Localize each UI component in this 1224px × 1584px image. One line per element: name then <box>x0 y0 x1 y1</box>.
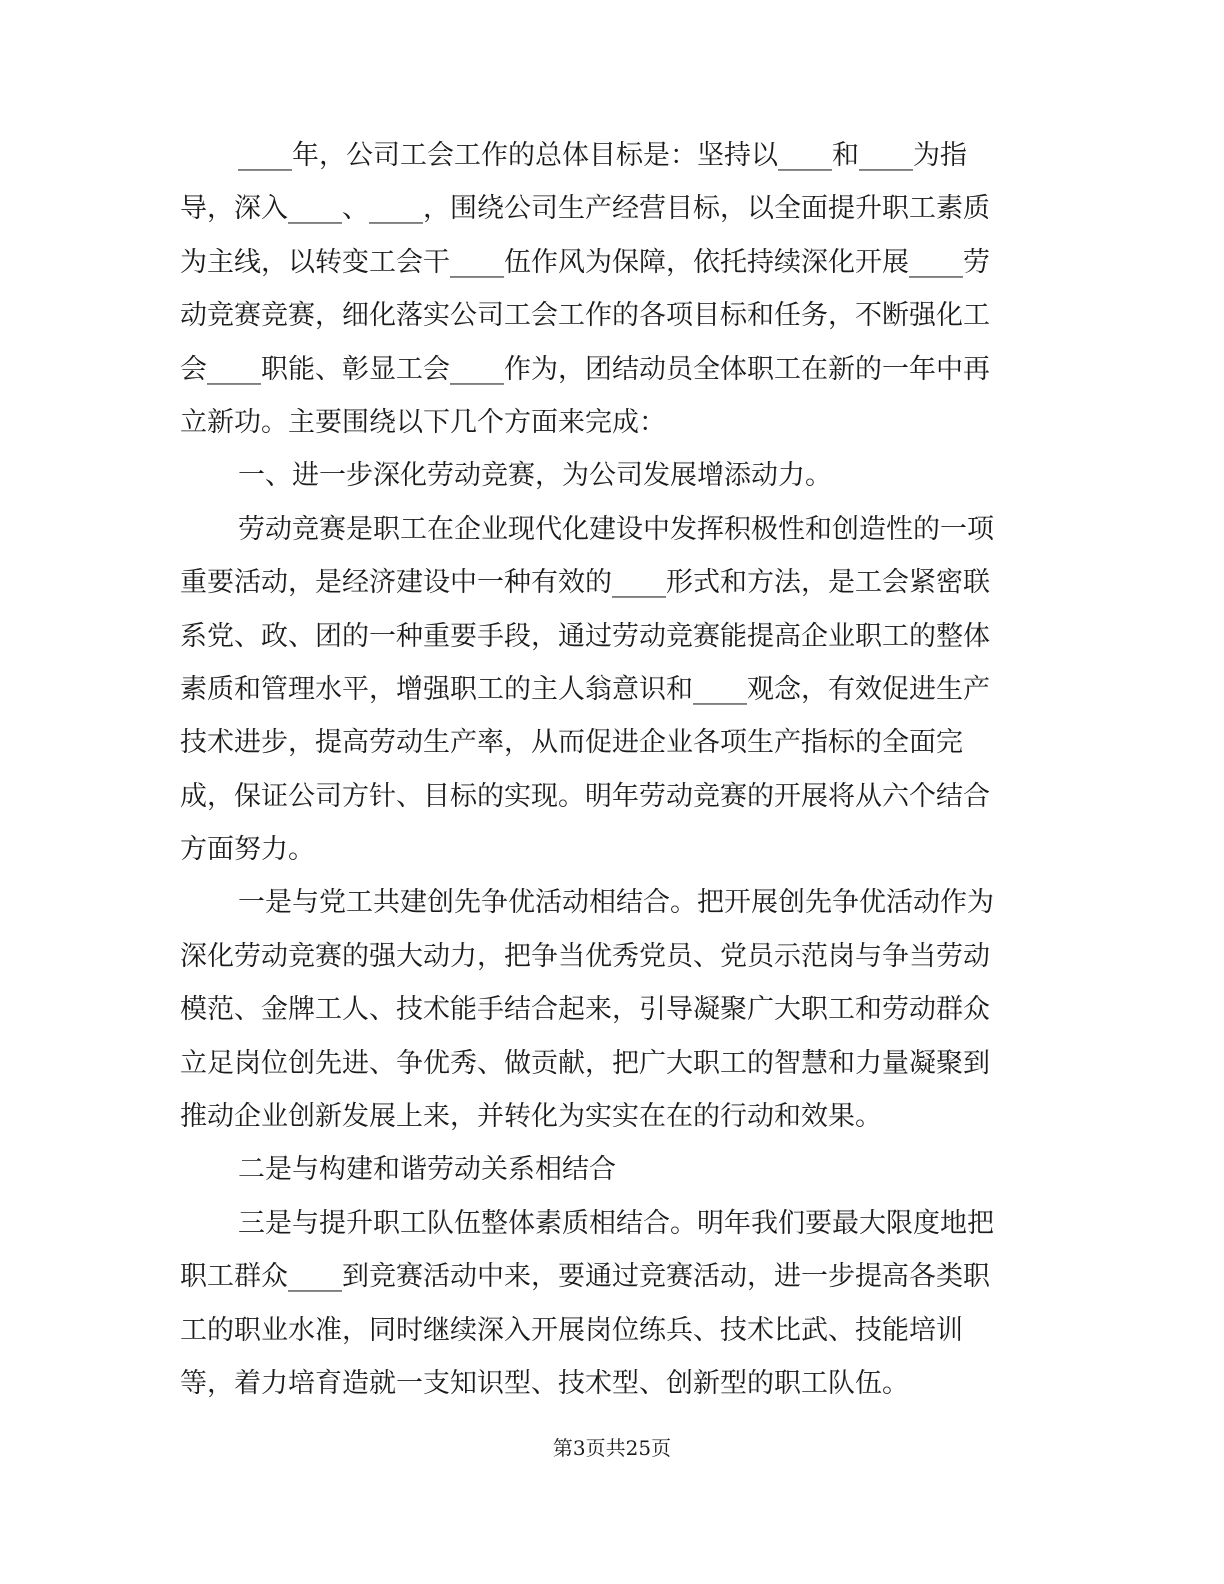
text-line: 方面努力。 <box>180 834 315 866</box>
text-line: 动竞赛竞赛，细化落实公司工会工作的各项目标和任务，不断强化工 <box>180 300 990 332</box>
text-line: 一是与党工共建创先争优活动相结合。把开展创先争优活动作为 <box>238 887 994 919</box>
text-line: 技术进步，提高劳动生产率，从而促进企业各项生产指标的全面完 <box>180 727 963 759</box>
page-number: 第3页共25页 <box>552 1436 672 1460</box>
text-line: 模范、金牌工人、技术能手结合起来，引导凝聚广大职工和劳动群众 <box>180 994 990 1026</box>
text-line: 深化劳动竞赛的强大动力，把争当优秀党员、党员示范岗与争当劳动 <box>180 940 990 972</box>
text-line: 推动企业创新发展上来，并转化为实实在在的行动和效果。 <box>180 1101 882 1133</box>
section-heading: 一、进一步深化劳动竞赛，为公司发展增添动力。 <box>238 460 832 492</box>
text-line: 职工群众____到竞赛活动中来，要通过竞赛活动，进一步提高各类职 <box>180 1261 990 1293</box>
text-line: 会____职能、彰显工会____作为，团结动员全体职工在新的一年中再 <box>180 353 990 385</box>
text-line: 重要活动，是经济建设中一种有效的____形式和方法，是工会紧密联 <box>180 567 990 599</box>
text-line: 立新功。主要围绕以下几个方面来完成： <box>180 406 666 438</box>
text-line: 成，保证公司方针、目标的实现。明年劳动竞赛的开展将从六个结合 <box>180 780 990 812</box>
text-line: 等，着力培育造就一支知识型、技术型、创新型的职工队伍。 <box>180 1367 909 1399</box>
text-line: 三是与提升职工队伍整体素质相结合。明年我们要最大限度地把 <box>238 1207 994 1239</box>
text-line: 劳动竞赛是职工在企业现代化建设中发挥积极性和创造性的一项 <box>238 513 994 545</box>
text-line: 为主线，以转变工会干____伍作风为保障，依托持续深化开展____劳 <box>180 246 990 278</box>
text-line: ____年，公司工会工作的总体目标是：坚持以____和____为指 <box>238 140 967 171</box>
text-line: 工的职业水准，同时继续深入开展岗位练兵、技术比武、技能培训 <box>180 1314 963 1346</box>
text-line: 立足岗位创先进、争优秀、做贡献，把广大职工的智慧和力量凝聚到 <box>180 1047 990 1079</box>
text-line: 素质和管理水平，增强职工的主人翁意识和____观念，有效促进生产 <box>180 673 990 705</box>
document-body <box>180 129 1040 1410</box>
text-line: 导，深入____、____，围绕公司生产经营目标，以全面提升职工素质 <box>180 193 990 225</box>
text-line: 系党、政、团的一种重要手段，通过劳动竞赛能提高企业职工的整体 <box>180 620 990 652</box>
text-line: 二是与构建和谐劳动关系相结合 <box>238 1154 616 1186</box>
